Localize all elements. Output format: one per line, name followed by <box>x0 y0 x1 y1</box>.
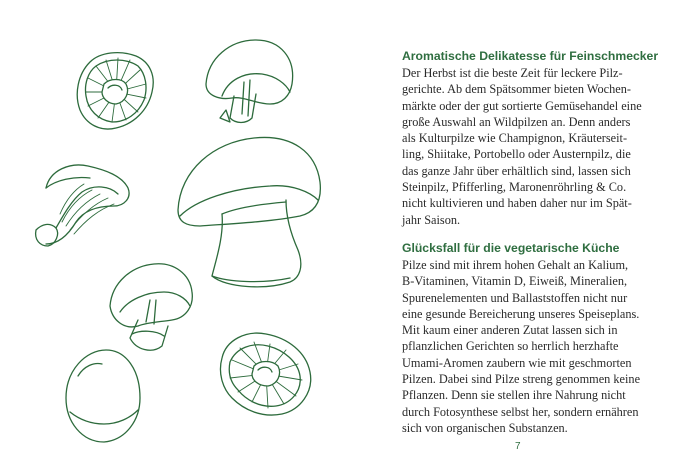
text-line: eine gesunde Bereicherung unseres Speiseplans. <box>402 306 640 321</box>
text-line: ling, Shiitake, Portobello oder Austernpilz, die <box>402 147 631 162</box>
text-line: gerichte. Ab dem Spätsommer bieten Wochen- <box>402 82 631 97</box>
text-line: Pflanzen. Denn sie stellen ihre Nahrung nicht <box>402 388 626 403</box>
section-heading: Aromatische Delikatesse für Feinschmecker <box>402 49 659 63</box>
text-line: durch Fotosynthese selbst her, sondern ernähren <box>402 404 639 419</box>
mushroom-cap-underside-gills <box>77 53 153 129</box>
mushroom-cap-underside-gills-bottom <box>220 333 310 415</box>
text-line: das ganze Jahr über erhältlich sind, lassen sich <box>402 163 631 178</box>
mushroom-chanterelle-side <box>36 165 129 246</box>
page-number: 7 <box>515 441 521 452</box>
text-line: Mit kaum einer anderen Zutat lassen sich in <box>402 323 618 338</box>
article-text <box>402 48 674 436</box>
text-line: jahr Saison. <box>402 212 461 227</box>
text-line: märkte oder der gut sortierte Gemüsehandel eine <box>402 98 642 113</box>
text-line: große Auswahl an Wildpilzen an. Denn anders <box>402 114 631 129</box>
section-paragraph <box>402 65 674 228</box>
mushroom-cap-top <box>66 350 140 442</box>
mushroom-porcini-large <box>178 137 320 286</box>
section-paragraph <box>402 257 674 436</box>
text-line: Spurenelementen und Ballaststoffen nicht nur <box>402 290 628 305</box>
text-line: sich von organischen Substanzen. <box>402 420 568 435</box>
text-line: B-Vitaminen, Vitamin D, Eiweiß, Mineralien, <box>402 274 628 289</box>
text-line: als Kulturpilze wie Champignon, Kräuterseit- <box>402 131 628 146</box>
section-vegetarian <box>402 240 674 436</box>
mushroom-button-side <box>206 40 293 123</box>
section-heading: Glücksfall für die vegetarische Küche <box>402 240 620 255</box>
text-line: Der Herbst ist die beste Zeit für leckere Pilz- <box>402 66 623 80</box>
section-aromatic <box>402 48 674 228</box>
text-line: Pilze sind mit ihrem hohen Gehalt an Kalium, <box>402 257 629 272</box>
mushroom-button-tilted <box>110 264 192 350</box>
text-line: Umami-Aromen zaubern wie mit geschmorten <box>402 355 632 370</box>
text-line: Steinpilz, Pfifferling, Maronenröhrling & Co. <box>402 180 627 195</box>
text-line: Pilzen. Dabei sind Pilze streng genommen keine <box>402 372 641 387</box>
text-line: pflanzlichen Gerichten so herrlich herzhafte <box>402 339 619 354</box>
text-line: nicht kultivieren und haben daher nur im Spät- <box>402 196 632 211</box>
